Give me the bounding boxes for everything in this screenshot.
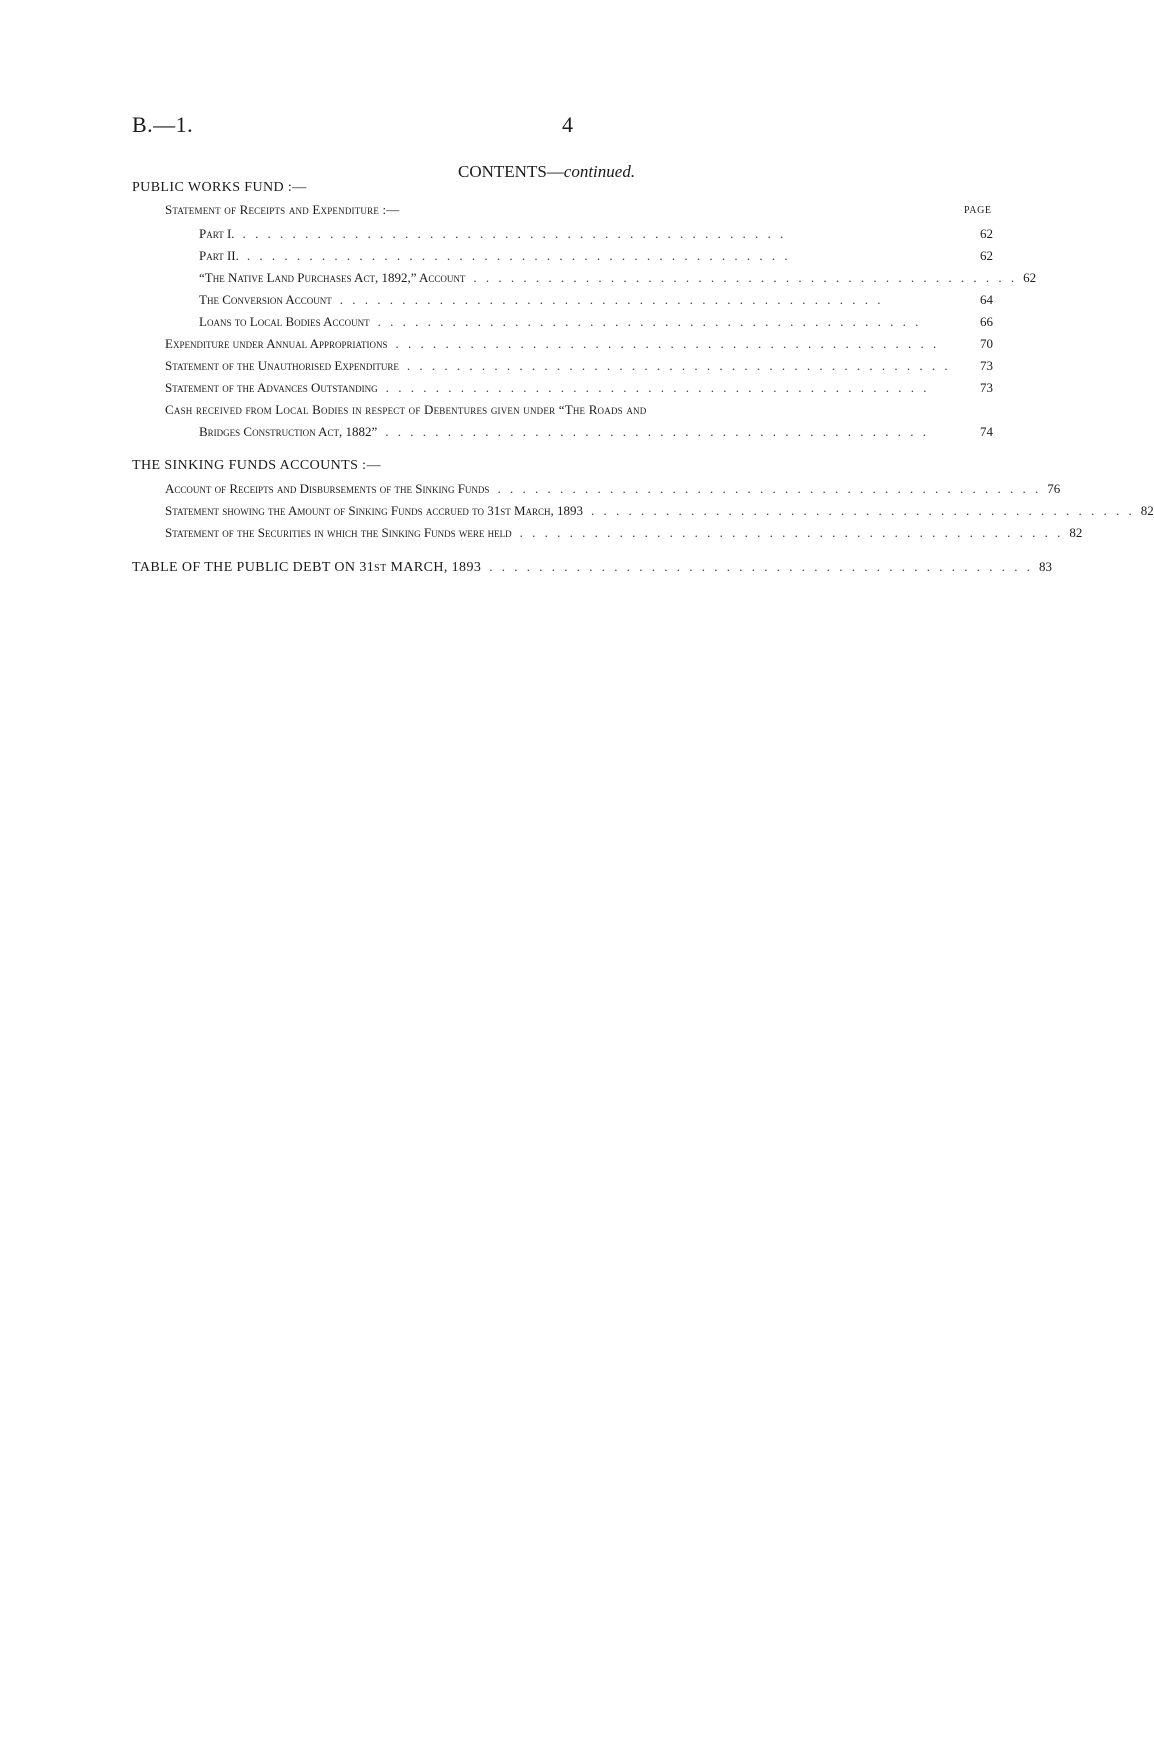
toc-entry[interactable] [165,525,1083,545]
toc-entry[interactable] [132,559,1053,579]
toc-entry[interactable] [199,270,1037,290]
toc-entry-page: 66 [980,314,993,329]
toc-entry-label: Loans to Local Bodies Account [199,314,370,329]
cash-entry-line1: Cash received from Local Bodies in respect of Debentures given under “The Roads and [165,402,647,417]
leader-dots: . . . . . . . . . . . . . . . . . . . . . . . . . . . . . . . . . . . . . . . . . . . . [339,292,884,307]
toc-entry[interactable] [165,481,1061,501]
leader-dots: . . . . . . . . . . . . . . . . . . . . . . . . . . . . . . . . . . . . . . . . . . . . [385,380,930,395]
leader-dots: . . . . . . . . . . . . . . . . . . . . . . . . . . . . . . . . . . . . . . . . . . . . [395,336,940,351]
leader-dots: . . . . . . . . . . . . . . . . . . . . . . . . . . . . . . . . . . . . . . . . . . . . [377,314,922,329]
receipts-expenditure-heading: Statement of Receipts and Expenditure :— [165,202,400,217]
leader-dots: . . . . . . . . . . . . . . . . . . . . . . . . . . . . . . . . . . . . . . . . . . . . [591,503,1135,518]
toc-entry[interactable] [199,292,993,312]
toc-entry-label: Statement of the Advances Outstanding [165,380,378,395]
toc-entry[interactable] [199,424,993,444]
contents-title-continued: continued. [563,162,636,181]
leader-dots: . . . . . . . . . . . . . . . . . . . . . . . . . . . . . . . . . . . . . . . . . . . . [473,270,1018,285]
toc-entry-page: 73 [980,380,993,395]
sinking-funds-heading: THE SINKING FUNDS ACCOUNTS :— [132,458,381,473]
contents-title [458,162,635,182]
toc-entry[interactable] [165,503,1154,523]
toc-entry-page: 64 [980,292,993,307]
toc-entry-label: Expenditure under Annual Appropriations [165,336,388,351]
toc-entry-page: 73 [980,358,993,373]
toc-entry-page: 62 [980,248,993,263]
toc-entry-page: 74 [980,424,993,439]
leader-dots: . . . . . . . . . . . . . . . . . . . . . . . . . . . . . . . . . . . . . . . . . . . . [242,226,787,241]
toc-entry-label: Account of Receipts and Disbursements of the Sinking Funds [165,481,490,496]
toc-entry[interactable] [199,248,993,268]
leader-dots: . . . . . . . . . . . . . . . . . . . . . . . . . . . . . . . . . . . . . . . . . . . . [385,424,930,439]
toc-entry-page: 62 [980,226,993,241]
toc-entry-page: 62 [1023,270,1037,285]
public-debt-label: TABLE OF THE PUBLIC DEBT ON 31st MARCH, 1893 [132,560,482,575]
public-debt-page: 83 [1039,559,1053,574]
toc-entry[interactable] [165,358,993,378]
toc-entry-label: The Conversion Account [199,292,332,307]
document-id: B.—1. [132,112,194,137]
page-column-label: PAGE [964,205,992,216]
contents-title-main: CONTENTS— [458,162,564,181]
toc-entry-label: “The Native Land Purchases Act, 1892,” Account [199,270,466,285]
toc-entry-page: 70 [980,336,993,351]
page-number: 4 [562,112,573,137]
toc-entry[interactable] [165,336,993,356]
leader-dots: . . . . . . . . . . . . . . . . . . . . . . . . . . . . . . . . . . . . . . . . . . . . [246,248,791,263]
leader-dots: . . . . . . . . . . . . . . . . . . . . . . . . . . . . . . . . . . . . . . . . . . . . [497,481,1042,496]
toc-entry-label: Statement of the Securities in which the Sinking Funds were held [165,525,512,540]
toc-entry-label: Statement of the Unauthorised Expenditure [165,358,399,373]
toc-entry[interactable] [165,380,993,400]
toc-entry-page: 82 [1069,525,1083,540]
leader-dots: . . . . . . . . . . . . . . . . . . . . . . . . . . . . . . . . . . . . . . . . . . . . [406,358,951,373]
toc-entry-label: Bridges Construction Act, 1882” [199,424,378,439]
leader-dots: . . . . . . . . . . . . . . . . . . . . . . . . . . . . . . . . . . . . . . . . . . . . [519,525,1064,540]
leader-dots: . . . . . . . . . . . . . . . . . . . . . . . . . . . . . . . . . . . . . . . . . . . . [489,559,1034,574]
toc-entry[interactable] [199,226,993,246]
toc-entry-label: Statement showing the Amount of Sinking Funds accrued to 31st March, 1893 [165,503,584,518]
toc-entry-page: 82 [1140,503,1154,518]
toc-entry[interactable] [199,314,993,334]
public-works-heading: PUBLIC WORKS FUND :— [132,180,307,195]
toc-entry-label: Part II. [199,248,239,263]
toc-entry-page: 76 [1047,481,1061,496]
toc-entry-label: Part I. [199,226,235,241]
